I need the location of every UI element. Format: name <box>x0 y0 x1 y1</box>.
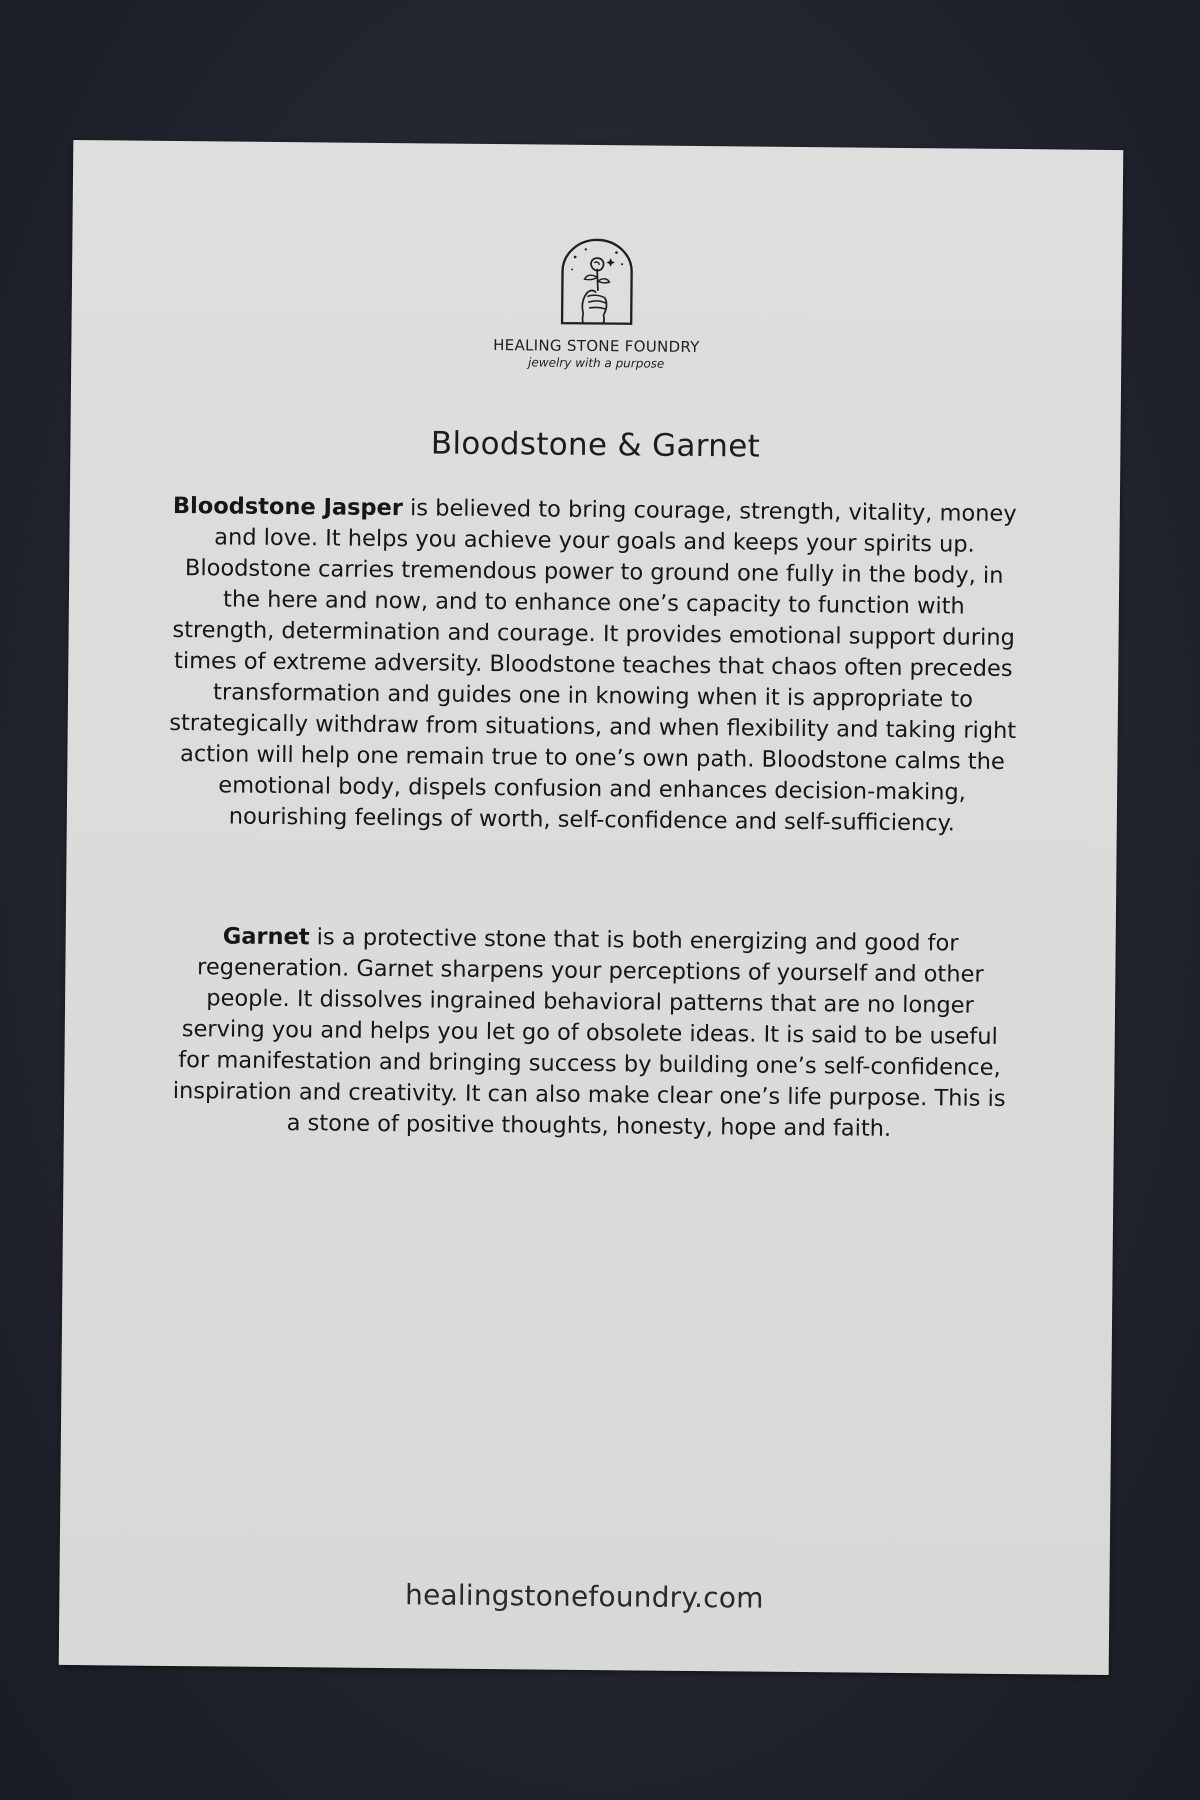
bloodstone-description: is believed to bring courage, strength, vitality, money and love. It helps you achieve your goals and keeps your spirits up. Bloodstone carries tremendous power to ground one fully in the body, in the here and now, and to enhance one’s capacity to function with strength, determination and courage. It provides emotional support during times of extreme adversity. Bloodstone teaches that chaos often precedes transformation and guides one in knowing when it is appropriate to strategically withdraw from situations, and when flexibility and taking right action will help one remain true to one’s own path. Bloodstone calms the emotional body, dispels confusion and enhances decision-making, nourishing feelings of worth, self-confidence and self-sufficiency. <box>169 495 1017 837</box>
stone-name-bloodstone: Bloodstone Jasper <box>172 492 404 522</box>
info-card <box>59 140 1124 1675</box>
garnet-paragraph <box>164 921 1016 1146</box>
bloodstone-paragraph <box>167 491 1020 840</box>
website-url: healingstonefoundry.com <box>404 1578 764 1615</box>
brand-name: HEALING STONE FOUNDRY <box>493 336 700 357</box>
hand-holding-flower-icon <box>549 237 646 334</box>
card-title: Bloodstone & Garnet <box>430 425 761 465</box>
stone-name-garnet: Garnet <box>222 923 310 951</box>
brand-tagline: jewelry with a purpose <box>528 355 665 371</box>
garnet-description: is a protective stone that is both energizing and good for regeneration. Garnet sharpens your perceptions of yourself and other people. It dissolves ingrained behavioral patterns that are no longer serving you and helps you let go of obsolete ideas. It is said to be useful for manifestation and bringing success by building one’s self-confidence, inspiration and creativity. It can also make clear one’s life purpose. This is a stone of positive thoughts, honesty, hope and faith. <box>172 924 1006 1142</box>
brand-logo <box>71 232 1122 375</box>
